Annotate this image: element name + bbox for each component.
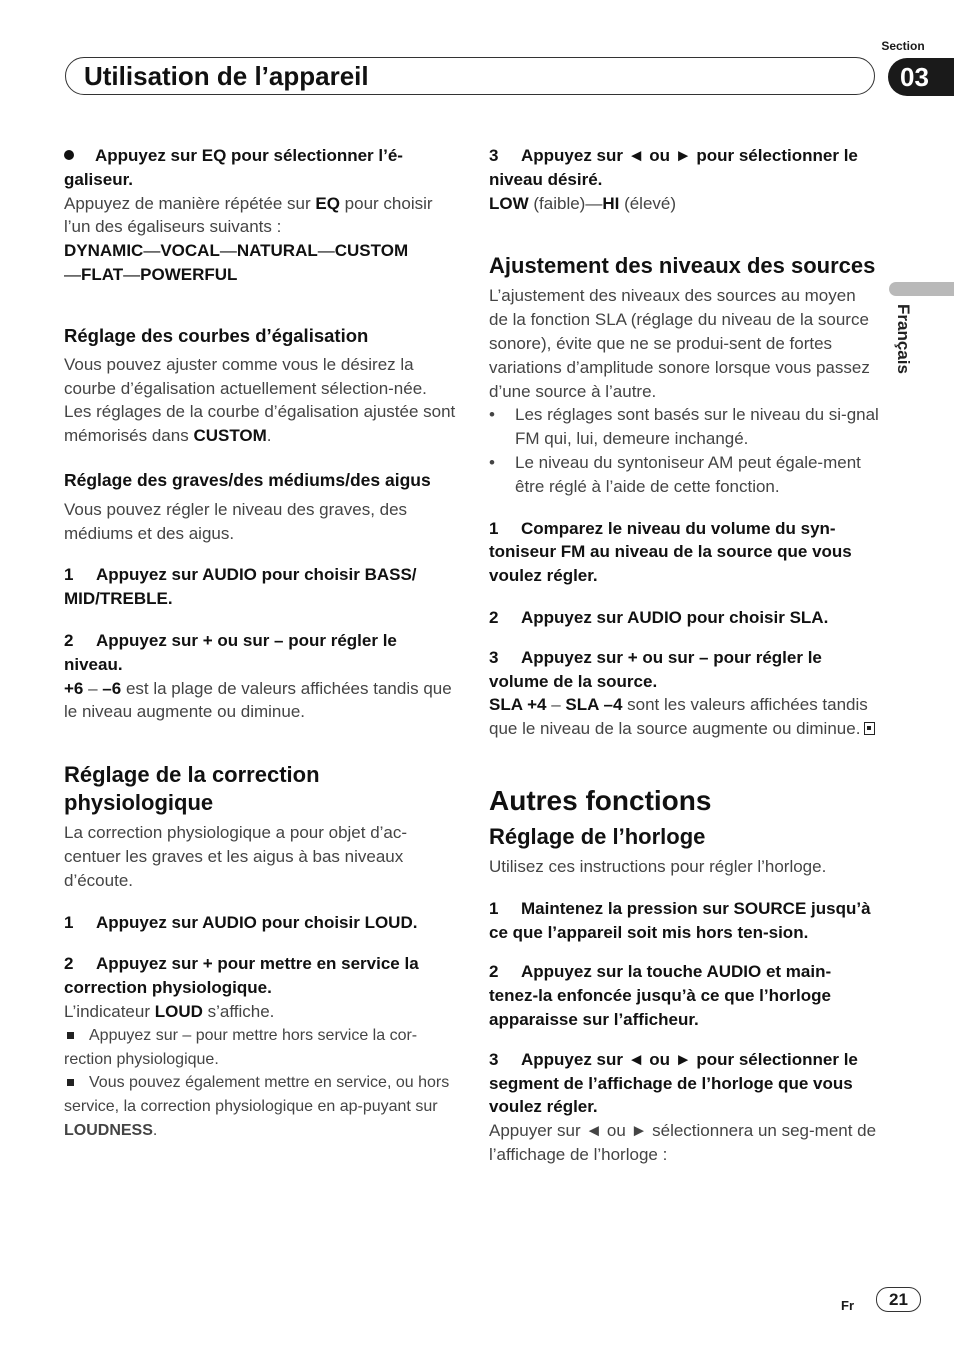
eq-step: Appuyez sur EQ pour sélectionner l’é-galiseur. [64,146,403,189]
sla-description: L’ajustement des niveaux des sources au moyen de la fonction SLA (réglage du niveau de la source sonore), évite que ne se produi-sent de fortes variations d’amplitude sonore lorsque vous passez d’une source à l’autre. [489,286,870,401]
note-square-icon [67,1079,74,1086]
loud-step-2: 2 Appuyez sur + pour mettre en service la correction physiologique. [64,954,419,998]
language-tab-bar [889,282,954,296]
bullet-dot-icon: • [489,405,495,425]
sla-bullet-1: • Les réglages sont basés sur le niveau du si-gnal FM qui, lui, demeure inchangé. [489,405,879,449]
bullet-disc-icon [64,150,74,160]
loud-description: La correction physiologique a pour objet d’ac-centuer les graves et les aigus à bas niveaux d’écoute. [64,823,408,890]
sla-step-2: 2 Appuyez sur AUDIO pour choisir SLA. [489,607,829,627]
left-column [64,144,456,1143]
loud-heading: Réglage de la correction physiologique [64,762,320,816]
page-number: 21 [876,1287,921,1312]
right-column [489,144,879,1167]
bass-description: Vous pouvez régler le niveau des graves, des médiums et des aigus. [64,499,408,543]
eq-options-list: DYNAMIC—VOCAL—NATURAL—CUSTOM —FLAT—POWERFUL [64,241,409,284]
sla-step-1: 1 Comparez le niveau du volume du syn-toniseur FM au niveau de la source que vous voulez régler. [489,518,852,586]
eq-description: Appuyez de manière répétée sur EQ pour choisir l’un des égaliseurs suivants : [64,193,433,237]
section-number-badge: 03 [888,58,954,96]
sla-step-3: 3 Appuyez sur + ou sur – pour régler le volume de la source. [489,647,822,691]
bass-step-2: 2 Appuyez sur + ou sur – pour régler le niveau. [64,630,397,674]
sla-bullet-2: • Le niveau du syntoniseur AM peut égale-ment être réglé à l’aide de cette fonction. [489,452,861,496]
loud-note-1: Appuyez sur – pour mettre hors service la cor-rection physiologique. [64,1026,418,1068]
section-label: Section [881,39,925,53]
sla-range-text: SLA +4 – SLA –4 sont les valeurs affichées tandis que le niveau de la source augmente ou diminue. [489,693,879,741]
clock-segment-text: Appuyer sur ◄ ou ► sélectionnera un seg-ment de l’affichage de l’horloge : [489,1121,877,1164]
loud-note-2: Vous pouvez également mettre en service, ou hors service, la correction physiologique en ap-puyant sur LOUDNESS. [64,1074,450,1139]
sla-heading: Ajustement des niveaux des sources [489,253,876,279]
end-mark-icon [864,722,875,735]
level-step-3: 3 Appuyez sur ◄ ou ► pour sélectionner le niveau désiré. [489,146,858,189]
clock-description: Utilisez ces instructions pour régler l’horloge. [489,856,827,876]
language-label: Français [894,304,913,374]
level-options: LOW (faible)—HI (élevé) [489,193,677,213]
bass-step-1: 1 Appuyez sur AUDIO pour choisir BASS/ MID/TREBLE. [64,565,417,609]
curves-description: Vous pouvez ajuster comme vous le désirez la courbe d’égalisation actuellement sélection-née. Les réglages de la courbe d’égalisation ajustée sont mémorisés dans CUSTOM. [64,354,456,446]
page-title: Utilisation de l’appareil [84,61,369,91]
clock-step-3: 3 Appuyez sur ◄ ou ► pour sélectionner le segment de l’affichage de l’horloge que vous voulez régler. [489,1049,858,1117]
curves-heading: Réglage des courbes d’égalisation [64,324,369,346]
bullet-dot-icon: • [489,452,495,472]
clock-step-1: 1 Maintenez la pression sur SOURCE jusqu’à ce que l’appareil soit mis hors ten-sion. [489,898,871,942]
language-tab [893,304,923,404]
clock-step-2: 2 Appuyez sur la touche AUDIO et main-tenez-la enfoncée jusqu’à ce que l’horloge apparaisse sur l’afficheur. [489,962,832,1029]
clock-heading: Réglage de l’horloge [489,823,706,849]
other-functions-heading: Autres fonctions [489,784,712,816]
bass-range-text: +6 – –6 est la plage de valeurs affichées tandis que le niveau augmente ou diminue. [64,678,452,722]
note-square-icon [67,1032,74,1039]
language-code: Fr [841,1298,854,1313]
loud-indicator-text: L’indicateur LOUD s’affiche. [64,1001,275,1021]
bass-heading: Réglage des graves/des médiums/des aigus [64,469,431,490]
loud-step-1: 1 Appuyez sur AUDIO pour choisir LOUD. [64,912,418,932]
